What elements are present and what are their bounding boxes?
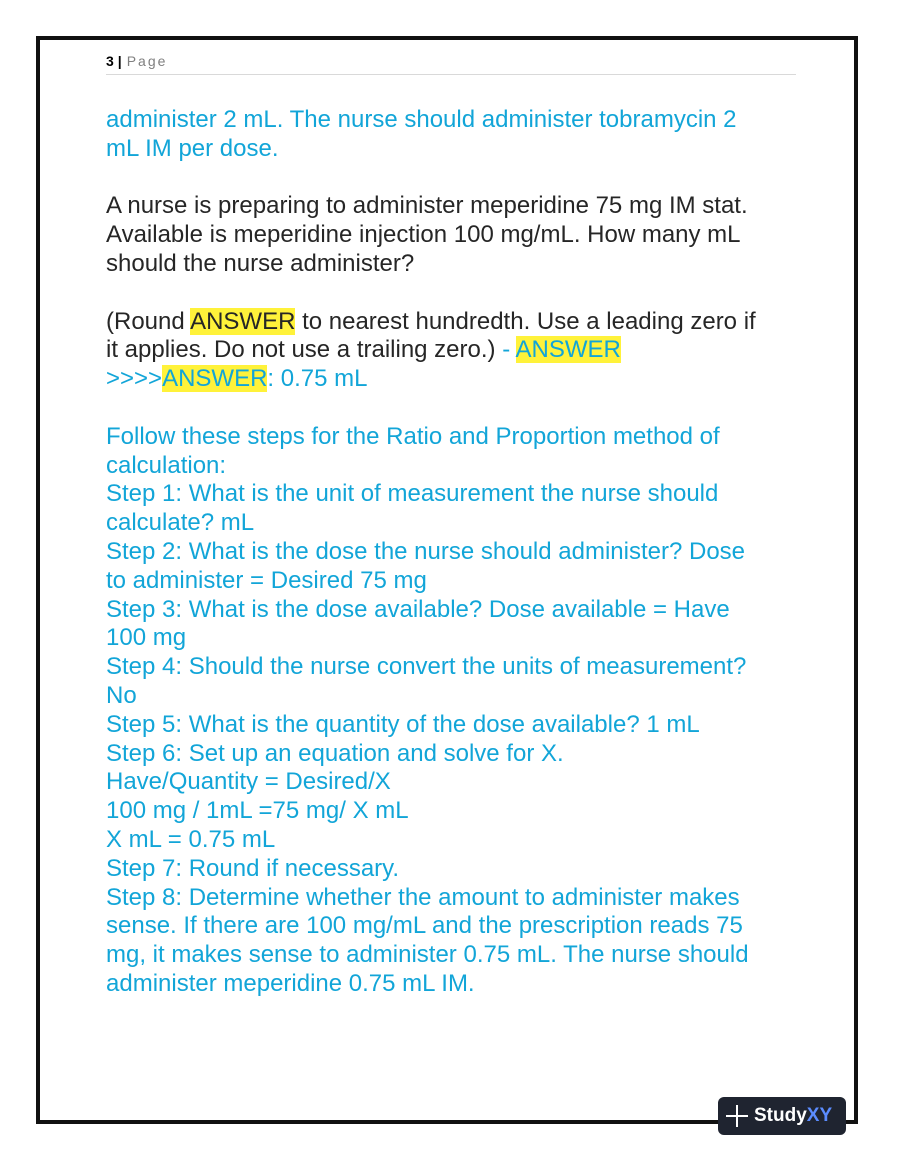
logo-text-accent: XY	[806, 1105, 833, 1126]
step-line: 100 mg	[106, 624, 187, 652]
highlighted-answer-word: ANSWER	[162, 365, 268, 393]
instruction-prefix: (Round	[106, 307, 191, 335]
step-line: calculation:	[106, 451, 227, 479]
page-number: 3	[106, 53, 114, 69]
answer-prefix: >>>>	[106, 365, 163, 393]
step-line: sense. If there are 100 mg/mL and the prescription reads 75	[106, 912, 743, 940]
page-separator: |	[117, 53, 122, 69]
logo-text	[754, 1105, 832, 1127]
step-line: Step 2: What is the dose the nurse should administer? Dose	[106, 537, 746, 565]
studyxy-logo	[718, 1097, 846, 1135]
logo-text-main: Study	[754, 1105, 807, 1126]
instruction-text: it applies. Do not use a trailing zero.)	[106, 336, 496, 364]
question-line: A nurse is preparing to administer meperidine 75 mg IM stat.	[106, 192, 748, 220]
step-line: Step 5: What is the quantity of the dose available? 1 mL	[106, 710, 700, 738]
page-word: Page	[126, 53, 168, 69]
step-line: Follow these steps for the Ratio and Proportion method of	[106, 422, 720, 450]
step-line: mg, it makes sense to administer 0.75 mL. The nurse should	[106, 941, 749, 969]
step-line: Step 7: Round if necessary.	[106, 854, 400, 882]
question-line: should the nurse administer?	[106, 249, 415, 277]
step-line: Have/Quantity = Desired/X	[106, 768, 391, 796]
instruction-dash: -	[495, 336, 516, 364]
step-line: to administer = Desired 75 mg	[106, 566, 427, 594]
step-line: X mL = 0.75 mL	[106, 825, 276, 853]
highlighted-answer-word: ANSWER	[190, 307, 296, 335]
answer-value: : 0.75 mL	[267, 365, 368, 393]
step-line: administer meperidine 0.75 mL IM.	[106, 969, 475, 997]
question-line: Available is meperidine injection 100 mg/mL. How many mL	[106, 221, 741, 249]
step-line: Step 3: What is the dose available? Dose available = Have	[106, 595, 730, 623]
previous-answer-line: administer 2 mL. The nurse should administer tobramycin 2	[106, 106, 737, 133]
answer-line	[106, 365, 796, 394]
step-line: Step 4: Should the nurse convert the units of measurement?	[106, 653, 747, 681]
step-line: Step 6: Set up an equation and solve for X.	[106, 739, 564, 767]
step-line: Step 8: Determine whether the amount to administer makes	[106, 883, 740, 911]
step-line: Step 1: What is the unit of measurement the nurse should	[106, 480, 719, 508]
plus-icon	[726, 1105, 748, 1127]
instruction-line	[106, 308, 796, 337]
previous-answer-line: mL IM per dose.	[106, 134, 279, 162]
step-line: 100 mg / 1mL =75 mg/ X mL	[106, 797, 409, 825]
highlighted-answer-word: ANSWER	[515, 336, 621, 364]
step-line: calculate? mL	[106, 509, 255, 537]
page-header	[106, 53, 796, 75]
document-body	[106, 106, 796, 999]
instruction-line	[106, 336, 796, 365]
step-line: No	[106, 681, 137, 709]
instruction-rest: to nearest hundredth. Use a leading zero if	[295, 307, 756, 335]
